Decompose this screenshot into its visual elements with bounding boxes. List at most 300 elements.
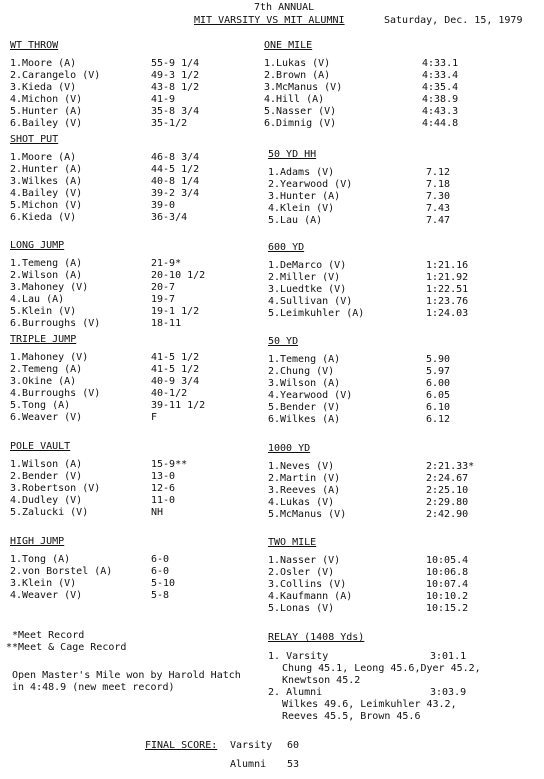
result-mark: 35-1/2	[151, 118, 188, 129]
result-row	[268, 167, 451, 179]
athlete-name: Temeng (A)	[22, 258, 83, 269]
result-mark: 1:21.92	[426, 272, 469, 283]
result-mark: 2:29.80	[426, 497, 469, 508]
result-mark: 1:24.03	[426, 308, 469, 319]
result-mark: 7.18	[426, 179, 451, 190]
result-mark: 40-1/2	[151, 388, 188, 399]
result-row	[10, 270, 206, 282]
result-row	[264, 70, 459, 82]
result-place: 4.	[268, 591, 281, 602]
result-place: 2.	[268, 366, 281, 377]
result-mark: 11-0	[151, 495, 176, 506]
result-mark: 2:24.67	[426, 473, 469, 484]
masters-mile-note-line2: in 4:48.9 (new meet record)	[12, 682, 175, 693]
result-row	[268, 567, 469, 579]
result-row	[264, 58, 459, 70]
event-title: 50 YD	[268, 336, 299, 347]
relay-team-time: 3:03.9	[430, 687, 467, 698]
result-row	[268, 366, 451, 378]
result-place: 1.	[268, 260, 281, 271]
result-row	[10, 200, 176, 212]
final-score-alumni-value: 53	[287, 759, 300, 770]
result-mark: 41-9	[151, 94, 176, 105]
result-row	[10, 164, 200, 176]
athlete-name: Tong (A)	[22, 400, 71, 411]
event-title: LONG JUMP	[10, 240, 65, 251]
result-row	[10, 258, 182, 270]
relay-team-name: Varsity	[286, 651, 329, 662]
result-place: 5.	[264, 106, 277, 117]
result-row	[268, 179, 451, 191]
final-score-label: FINAL SCORE:	[145, 740, 218, 751]
result-mark: 18-11	[151, 318, 182, 329]
result-row	[268, 272, 469, 284]
result-row	[268, 284, 469, 296]
result-place: 6.	[264, 118, 277, 129]
result-mark: 20-7	[151, 282, 176, 293]
athlete-name: Klein (V)	[22, 306, 77, 317]
relay-splits-line: Chung 45.1, Leong 45.6,Dyer 45.2,	[282, 663, 481, 674]
result-row	[10, 70, 200, 82]
result-place: 3.	[268, 378, 281, 389]
result-place: 4.	[268, 497, 281, 508]
result-row	[268, 497, 469, 509]
result-place: 1.	[268, 461, 281, 472]
athlete-name: Adams (V)	[280, 167, 335, 178]
result-place: 3.	[10, 82, 23, 93]
result-place: 6.	[10, 212, 23, 223]
result-row	[268, 390, 451, 402]
result-mark: 7.43	[426, 203, 451, 214]
athlete-name: Tong (A)	[22, 554, 71, 565]
result-place: 3.	[10, 376, 23, 387]
athlete-name: Reeves (A)	[280, 485, 341, 496]
athlete-name: Weaver (V)	[22, 590, 83, 601]
athlete-name: Neves (V)	[280, 461, 335, 472]
event-title: TRIPLE JUMP	[10, 334, 77, 345]
event-50-yd	[268, 336, 451, 426]
result-place: 1.	[10, 258, 23, 269]
result-place: 4.	[268, 296, 281, 307]
result-row	[10, 388, 188, 400]
athlete-name: Dudley (V)	[22, 495, 83, 506]
result-place: 3.	[268, 579, 281, 590]
result-place: 3.	[10, 483, 23, 494]
athlete-name: Luedtke (V)	[280, 284, 347, 295]
result-mark: 44-5 1/2	[151, 164, 200, 175]
result-row	[10, 94, 176, 106]
athlete-name: Wilson (A)	[22, 459, 83, 470]
result-mark: 10:15.2	[426, 603, 469, 614]
result-mark: 6.10	[426, 402, 451, 413]
result-row	[10, 318, 182, 330]
result-place: 3.	[10, 578, 23, 589]
result-mark: NH	[151, 507, 164, 518]
result-place: 5.	[10, 200, 23, 211]
result-row	[268, 461, 475, 473]
athlete-name: Kieda (V)	[22, 82, 77, 93]
event-title: POLE VAULT	[10, 441, 71, 452]
result-mark: 2:21.33*	[426, 461, 475, 472]
event-title: 50 YD HH	[268, 149, 317, 160]
result-row	[268, 603, 469, 615]
result-place: 5.	[10, 106, 23, 117]
result-row	[10, 188, 200, 200]
result-place: 2.	[10, 364, 23, 375]
athlete-name: Moore (A)	[22, 152, 77, 163]
result-place: 5.	[268, 509, 281, 520]
athlete-name: Michon (V)	[22, 94, 83, 105]
event-title: TWO MILE	[268, 537, 317, 548]
result-row	[268, 402, 451, 414]
result-place: 4.	[10, 590, 23, 601]
athlete-name: Carangelo (V)	[22, 70, 101, 81]
athlete-name: Temeng (A)	[280, 354, 341, 365]
result-place: 5.	[10, 400, 23, 411]
event-pole-vault	[10, 441, 188, 519]
athlete-name: Klein (V)	[22, 578, 77, 589]
result-row	[268, 579, 469, 591]
athlete-name: McManus (V)	[280, 509, 347, 520]
athlete-name: Hunter (A)	[22, 106, 83, 117]
result-place: 4.	[268, 390, 281, 401]
result-row	[10, 118, 188, 130]
result-row	[10, 294, 176, 306]
relay-title: RELAY (1408 Yds)	[268, 632, 365, 643]
athlete-name: Brown (A)	[276, 70, 331, 81]
athlete-name: Chung (V)	[280, 366, 335, 377]
result-mark: 15-9**	[151, 459, 188, 470]
result-place: 2.	[264, 70, 277, 81]
result-mark: 39-2 3/4	[151, 188, 200, 199]
result-row	[264, 82, 459, 94]
result-place: 2.	[268, 473, 281, 484]
result-place: 1.	[10, 459, 23, 470]
result-mark: 6-0	[151, 566, 170, 577]
result-row	[268, 378, 451, 390]
result-mark: 2:42.90	[426, 509, 469, 520]
result-mark: 6.12	[426, 414, 451, 425]
result-mark: 1:23.76	[426, 296, 469, 307]
result-place: 1.	[10, 352, 23, 363]
result-place: 5.	[268, 308, 281, 319]
athlete-name: Yearwood (V)	[280, 179, 353, 190]
result-mark: 39-11 1/2	[151, 400, 206, 411]
result-mark: 5-10	[151, 578, 176, 589]
event-shot-put	[10, 134, 200, 224]
result-place: 1.	[268, 354, 281, 365]
result-row	[268, 191, 451, 203]
result-place: 2.	[10, 471, 23, 482]
result-row	[10, 106, 200, 118]
event-title: SHOT PUT	[10, 134, 59, 145]
athlete-name: Hunter (A)	[22, 164, 83, 175]
result-mark: 4:33.1	[422, 58, 459, 69]
result-place: 5.	[268, 603, 281, 614]
athlete-name: Miller (V)	[280, 272, 341, 283]
event-high-jump	[10, 536, 176, 602]
athlete-name: Martin (V)	[280, 473, 341, 484]
result-row	[268, 509, 469, 521]
result-row	[10, 58, 200, 70]
result-place: 4.	[10, 495, 23, 506]
result-mark: 2:25.10	[426, 485, 469, 496]
result-mark: 7.12	[426, 167, 451, 178]
result-place: 3.	[264, 82, 277, 93]
result-row	[10, 566, 170, 578]
header-annual-label: 7th ANNUAL	[254, 2, 315, 13]
relay-splits-line: Reeves 45.5, Brown 45.6	[282, 711, 421, 722]
result-place: 2.	[10, 70, 23, 81]
event-title: 600 YD	[268, 242, 305, 253]
result-row	[264, 118, 459, 130]
relay-team-row	[268, 687, 518, 699]
result-place: 4.	[10, 388, 23, 399]
athlete-name: Burroughs (V)	[22, 318, 101, 329]
result-row	[10, 471, 176, 483]
athlete-name: Mahoney (V)	[22, 282, 89, 293]
result-place: 1.	[10, 554, 23, 565]
athlete-name: von Borstel (A)	[22, 566, 113, 577]
result-row	[10, 483, 176, 495]
result-row	[268, 555, 469, 567]
result-mark: 20-10 1/2	[151, 270, 206, 281]
result-row	[10, 554, 170, 566]
result-place: 5.	[268, 402, 281, 413]
result-place: 2.	[268, 272, 281, 283]
athlete-name: Hill (A)	[276, 94, 325, 105]
result-row	[268, 308, 469, 320]
result-mark: 55-9 1/4	[151, 58, 200, 69]
result-row	[268, 215, 451, 227]
masters-mile-note-line1: Open Master's Mile won by Harold Hatch	[12, 670, 241, 681]
result-place: 1.	[10, 58, 23, 69]
result-mark: 41-5 1/2	[151, 352, 200, 363]
relay-splits-line: Wilkes 49.6, Leimkuhler 43.2,	[282, 699, 457, 710]
result-place: 4.	[264, 94, 277, 105]
athlete-name: Michon (V)	[22, 200, 83, 211]
result-place: 3.	[268, 485, 281, 496]
result-mark: F	[151, 412, 158, 423]
event-wt-throw	[10, 40, 200, 130]
result-mark: 49-3 1/2	[151, 70, 200, 81]
result-place: 3.	[268, 284, 281, 295]
result-mark: 5-8	[151, 590, 170, 601]
result-row	[10, 306, 200, 318]
result-place: 2.	[268, 179, 281, 190]
result-mark: 7.47	[426, 215, 451, 226]
result-place: 2.	[10, 270, 23, 281]
athlete-name: Mahoney (V)	[22, 352, 89, 363]
athlete-name: Osler (V)	[280, 567, 335, 578]
result-mark: 1:21.16	[426, 260, 469, 271]
athlete-name: Bender (V)	[280, 402, 341, 413]
result-place: 2.	[10, 566, 23, 577]
athlete-name: Collins (V)	[280, 579, 347, 590]
result-mark: 35-8 3/4	[151, 106, 200, 117]
athlete-name: Wilson (A)	[22, 270, 83, 281]
athlete-name: Lonas (V)	[280, 603, 335, 614]
meet-date: Saturday, Dec. 15, 1979	[384, 15, 523, 26]
result-mark: 4:43.3	[422, 106, 459, 117]
result-place: 6.	[268, 414, 281, 425]
relay-splits-line: Knewtson 45.2	[282, 675, 361, 686]
result-row	[10, 459, 188, 471]
result-mark: 10:06.8	[426, 567, 469, 578]
event-long-jump	[10, 240, 206, 330]
meet-record-note: *Meet Record	[12, 630, 85, 641]
result-row	[268, 203, 451, 215]
result-row	[10, 282, 176, 294]
event-1000-yd	[268, 443, 475, 521]
result-mark: 19-7	[151, 294, 176, 305]
athlete-name: Lukas (V)	[280, 497, 335, 508]
athlete-name: Lukas (V)	[276, 58, 331, 69]
relay-place: 2.	[268, 687, 281, 698]
result-row	[10, 82, 200, 94]
result-mark: 10:10.2	[426, 591, 469, 602]
result-mark: 6.00	[426, 378, 451, 389]
athlete-name: McManus (V)	[276, 82, 343, 93]
result-place: 3.	[268, 191, 281, 202]
result-mark: 6.05	[426, 390, 451, 401]
result-place: 4.	[10, 94, 23, 105]
athlete-name: Okine (A)	[22, 376, 77, 387]
result-place: 6.	[10, 412, 23, 423]
result-row	[10, 152, 200, 164]
result-mark: 4:35.4	[422, 82, 459, 93]
result-place: 4.	[10, 294, 23, 305]
result-mark: 40-9 3/4	[151, 376, 200, 387]
result-mark: 10:05.4	[426, 555, 469, 566]
athlete-name: Bailey (V)	[22, 188, 83, 199]
event-two-mile	[268, 537, 469, 615]
athlete-name: Bailey (V)	[22, 118, 83, 129]
athlete-name: Nasser (V)	[280, 555, 341, 566]
result-place: 2.	[268, 567, 281, 578]
result-row	[10, 376, 200, 388]
result-mark: 39-0	[151, 200, 176, 211]
result-place: 1.	[264, 58, 277, 69]
event-one-mile	[264, 40, 459, 130]
athlete-name: Klein (V)	[280, 203, 335, 214]
result-row	[10, 507, 164, 519]
athlete-name: Weaver (V)	[22, 412, 83, 423]
result-row	[268, 354, 451, 366]
result-row	[10, 212, 188, 224]
event-title: 1000 YD	[268, 443, 311, 454]
result-place: 6.	[10, 318, 23, 329]
result-mark: 10:07.4	[426, 579, 469, 590]
result-mark: 40-8 1/4	[151, 176, 200, 187]
athlete-name: Moore (A)	[22, 58, 77, 69]
event-triple-jump	[10, 334, 206, 424]
event-title: HIGH JUMP	[10, 536, 65, 547]
result-mark: 12-6	[151, 483, 176, 494]
result-row	[10, 412, 158, 424]
final-score-varsity-label: Varsity	[230, 740, 273, 751]
result-mark: 1:22.51	[426, 284, 469, 295]
athlete-name: Sullivan (V)	[280, 296, 353, 307]
result-mark: 5.97	[426, 366, 451, 377]
meet-title: MIT VARSITY VS MIT ALUMNI	[194, 15, 345, 26]
athlete-name: Zalucki (V)	[22, 507, 89, 518]
result-row	[264, 106, 459, 118]
relay-team-row	[268, 651, 518, 663]
result-place: 1.	[268, 555, 281, 566]
event-title: WT THROW	[10, 40, 59, 51]
final-score-alumni-label: Alumni	[230, 759, 267, 770]
result-row	[268, 260, 469, 272]
result-row	[10, 578, 176, 590]
relay-section	[268, 632, 518, 723]
athlete-name: Burroughs (V)	[22, 388, 101, 399]
athlete-name: Lau (A)	[22, 294, 65, 305]
result-mark: 43-8 1/2	[151, 82, 200, 93]
result-mark: 4:38.9	[422, 94, 459, 105]
athlete-name: Nasser (V)	[276, 106, 337, 117]
athlete-name: Dimnig (V)	[276, 118, 337, 129]
result-row	[268, 591, 469, 603]
athlete-name: Kieda (V)	[22, 212, 77, 223]
relay-team-name: Alumni	[286, 687, 323, 698]
result-mark: 41-5 1/2	[151, 364, 200, 375]
result-row	[10, 352, 200, 364]
result-place: 4.	[268, 203, 281, 214]
result-mark: 46-8 3/4	[151, 152, 200, 163]
athlete-name: Leimkuhler (A)	[280, 308, 365, 319]
result-mark: 4:44.8	[422, 118, 459, 129]
result-mark: 21-9*	[151, 258, 182, 269]
result-mark: 19-1 1/2	[151, 306, 200, 317]
athlete-name: Bender (V)	[22, 471, 83, 482]
athlete-name: Robertson (V)	[22, 483, 101, 494]
athlete-name: Hunter (A)	[280, 191, 341, 202]
event-600-yd	[268, 242, 469, 320]
result-mark: 5.90	[426, 354, 451, 365]
result-place: 5.	[10, 507, 23, 518]
result-row	[10, 495, 176, 507]
result-place: 4.	[10, 188, 23, 199]
athlete-name: Kaufmann (A)	[280, 591, 353, 602]
result-mark: 4:33.4	[422, 70, 459, 81]
result-mark: 6-0	[151, 554, 170, 565]
result-place: 1.	[268, 167, 281, 178]
result-row	[264, 94, 459, 106]
result-row	[268, 485, 469, 497]
event-50-yd-hh	[268, 149, 451, 227]
result-place: 3.	[10, 282, 23, 293]
relay-team-time: 3:01.1	[430, 651, 467, 662]
result-place: 1.	[10, 152, 23, 163]
result-place: 3.	[10, 176, 23, 187]
result-row	[10, 364, 200, 376]
result-row	[268, 473, 469, 485]
relay-place: 1.	[268, 651, 281, 662]
result-mark: 7.30	[426, 191, 451, 202]
athlete-name: Wilkes (A)	[280, 414, 341, 425]
result-row	[268, 414, 451, 426]
result-place: 6.	[10, 118, 23, 129]
result-row	[10, 590, 170, 602]
athlete-name: DeMarco (V)	[280, 260, 347, 271]
result-row	[10, 400, 206, 412]
result-row	[10, 176, 200, 188]
result-place: 2.	[10, 164, 23, 175]
athlete-name: Temeng (A)	[22, 364, 83, 375]
event-title: ONE MILE	[264, 40, 313, 51]
final-score-varsity-value: 60	[287, 740, 300, 751]
